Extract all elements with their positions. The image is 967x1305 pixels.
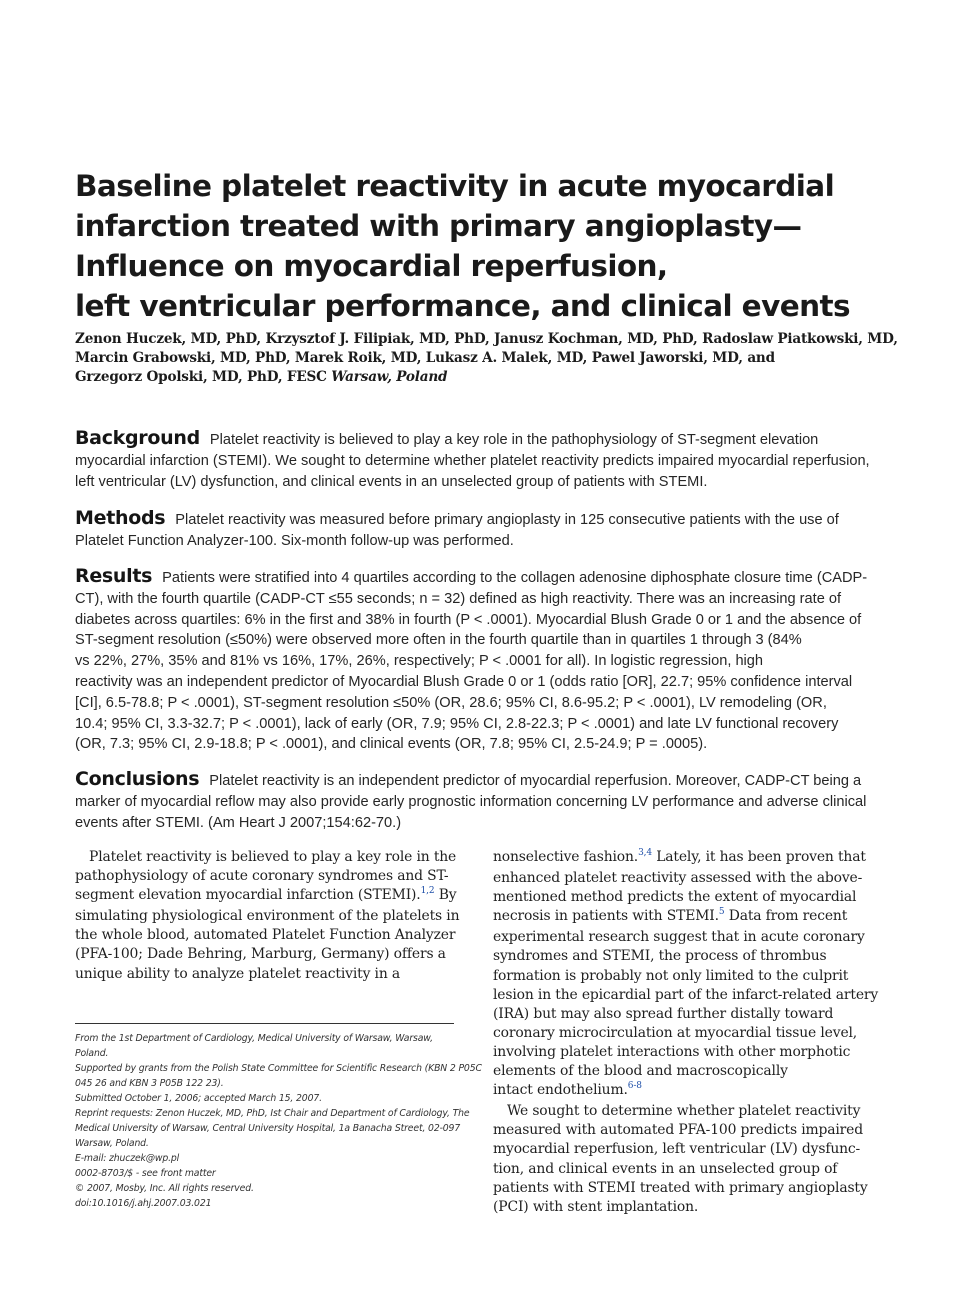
body-text: By [438, 887, 457, 904]
footnote-divider [75, 1023, 454, 1024]
body-line: coronary microcirculation at myocardial tissue level, [493, 1024, 858, 1041]
body-text: necrosis in patients with STEMI. [493, 908, 719, 925]
abstract-heading: Background [75, 427, 200, 449]
body-line: elements of the blood and macroscopically [493, 1063, 788, 1080]
body-line: pathophysiology of acute coronary syndromes and ST- [75, 868, 449, 885]
abstract-methods [75, 508, 875, 552]
abstract-line: events after STEMI. (Am Heart J 2007;154:62-70.) [75, 814, 402, 831]
body-line: unique ability to analyze platelet reactivity in a [75, 965, 401, 982]
abstract-line: 10.4; 95% CI, 3.3-32.7; P < .0001), lack of early (OR, 7.9; 95% CI, 2.8-22.3; P < .0001) and late LV functional recovery [75, 715, 839, 732]
abstract-text: Platelet reactivity is an independent predictor of myocardial reperfusion. Moreover, CADP-CT being a [209, 773, 862, 789]
body-line: the whole blood, automated Platelet Function Analyzer [75, 927, 456, 944]
body-line: simulating physiological environment of the platelets in [75, 908, 460, 925]
abstract-text: Platelet reactivity is believed to play a key role in the pathophysiology of ST-segment elevation [209, 432, 819, 448]
abstract-conclusions [75, 769, 875, 833]
abstract-line: diabetes across quartiles: 6% in the first and 38% in fourth (P < .0001). Myocardial Blush Grade 0 or 1 and the absence of [75, 611, 862, 628]
footnote-line: © 2007, Mosby, Inc. All rights reserved. [75, 1183, 254, 1194]
body-line [493, 1081, 883, 1102]
footnote-line: Medical University of Warsaw, Central University Hospital, 1a Banacha Street, 02-097 [75, 1123, 461, 1134]
body-text: Data from recent [728, 908, 848, 925]
abstract-line: vs 22%, 27%, 35% and 81% vs 16%, 17%, 26%, respectively; P < .0001 for all). In logistic regression, high [75, 653, 764, 670]
body-text: segment elevation myocardial infarction (STEMI). [75, 887, 421, 904]
footnotes [75, 1031, 482, 1211]
body-line: tion, and clinical events in an unselected group of [493, 1160, 838, 1177]
footnote-line: Poland. [75, 1048, 109, 1059]
body-line: (IRA) but may also spread further distally toward [493, 1005, 834, 1022]
body-column-right [493, 848, 883, 1217]
body-line: mentioned method predicts the extent of myocardial [493, 889, 857, 906]
body-line: experimental research suggest that in acute coronary [493, 929, 865, 946]
author-list [75, 330, 898, 387]
citation-link[interactable]: 6-8 [627, 1081, 642, 1092]
body-line: syndromes and STEMI, the process of thrombus [493, 948, 827, 965]
title-line: left ventricular performance, and clinical events [75, 289, 850, 323]
abstract-line: [CI], 6.5-78.8; P < .0001), ST-segment resolution ≤50% (OR, 28.6; 95% CI, 8.6-95.2; P < .0001), LV remodeling (OR, [75, 694, 827, 711]
body-line [493, 848, 883, 869]
body-text: nonselective fashion. [493, 849, 639, 865]
author-location: Warsaw, Poland [331, 369, 448, 385]
abstract-line: left ventricular (LV) dysfunction, and clinical events in an unselected group of patients with STEMI. [75, 473, 708, 490]
author-line [75, 368, 885, 387]
article-title [75, 166, 895, 326]
body-line: Platelet reactivity is believed to play a key role in the [89, 849, 457, 865]
body-column-left [75, 848, 465, 984]
abstract-text: Platelet reactivity was measured before primary angioplasty in 125 consecutive patients with the use of [175, 512, 839, 528]
body-line: (PFA-100; Dade Behring, Marburg, Germany) offers a [75, 946, 446, 963]
title-line: Influence on myocardial reperfusion, [75, 249, 668, 283]
citation-link[interactable]: 1,2 [420, 886, 435, 897]
abstract-line: myocardial infarction (STEMI). We sought to determine whether platelet reactivity predicts impaired myocardial reperfusion, [75, 452, 870, 469]
abstract-heading: Conclusions [75, 768, 200, 790]
body-line: (PCI) with stent implantation. [493, 1198, 699, 1215]
body-line: myocardial reperfusion, left ventricular (LV) dysfunc- [493, 1141, 861, 1158]
citation-link[interactable]: 3,4 [638, 848, 652, 858]
abstract-results [75, 566, 875, 755]
abstract-line: Platelet Function Analyzer-100. Six-month follow-up was performed. [75, 532, 514, 549]
abstract-line [75, 566, 875, 589]
body-line: measured with automated PFA-100 predicts impaired [493, 1122, 863, 1139]
author-line: Marcin Grabowski, MD, PhD, Marek Roik, MD, Lukasz A. Malek, MD, Pawel Jaworski, MD, and [75, 350, 775, 366]
abstract-line: ST-segment resolution (≤50%) were observed more often in the fourth quartile than in quartiles 1 through 3 (84% [75, 632, 802, 649]
body-line: lesion in the epicardial part of the infarct-related artery [493, 986, 879, 1003]
body-line: formation is probably not only limited to the culprit [493, 967, 849, 984]
footnote-line: Warsaw, Poland. [75, 1138, 149, 1149]
footnote-line: Supported by grants from the Polish State Committee for Scientific Research (KBN 2 P05C [75, 1063, 482, 1074]
abstract-heading: Methods [75, 507, 166, 529]
footnote-line: From the 1st Department of Cardiology, Medical University of Warsaw, Warsaw, [75, 1033, 433, 1044]
body-line: patients with STEMI treated with primary angioplasty [493, 1179, 868, 1196]
title-line: Baseline platelet reactivity in acute myocardial [75, 169, 835, 203]
author-names: Grzegorz Opolski, MD, PhD, FESC [75, 369, 327, 385]
abstract-line: marker of myocardial reflow may also provide early prognostic information concerning LV performance and adverse clinical [75, 793, 867, 810]
footnote-line: 045 26 and KBN 3 P05B 122 23). [75, 1078, 224, 1089]
abstract-line: reactivity was an independent predictor of Myocardial Blush Grade 0 or 1 (odds ratio [OR], 22.7; 95% confidence interval [75, 673, 853, 690]
citation-link[interactable]: 5 [718, 907, 725, 918]
body-line [493, 907, 883, 928]
body-line: involving platelet interactions with other morphotic [493, 1043, 851, 1060]
body-line: We sought to determine whether platelet reactivity [507, 1103, 861, 1120]
abstract-line [75, 428, 875, 451]
body-text: intact endothelium. [493, 1082, 628, 1099]
abstract-heading: Results [75, 565, 153, 587]
abstract-line: CT), with the fourth quartile (CADP-CT ≤55 seconds; n = 32) defined as high reactivity. There was an increasing rate of [75, 590, 842, 607]
abstract-line [75, 508, 875, 531]
footnote-line: Reprint requests: Zenon Huczek, MD, PhD, Ist Chair and Department of Cardiology, The [75, 1108, 470, 1119]
title-line: infarction treated with primary angioplasty— [75, 209, 802, 243]
footnote-line: 0002-8703/$ - see front matter [75, 1168, 216, 1179]
body-line [75, 886, 465, 907]
abstract-line [75, 769, 875, 792]
abstract-background [75, 428, 875, 492]
abstract-text: Patients were stratified into 4 quartiles according to the collagen adenosine diphosphate closure time (CADP- [162, 570, 868, 586]
abstract-line: (OR, 7.3; 95% CI, 2.9-18.8; P < .0001), and clinical events (OR, 7.8; 95% CI, 2.5-24.9; P = .0005). [75, 736, 708, 753]
footnote-line: Submitted October 1, 2006; accepted March 15, 2007. [75, 1093, 322, 1104]
body-text: Lately, it has been proven that [656, 849, 866, 865]
author-line: Zenon Huczek, MD, PhD, Krzysztof J. Filipiak, MD, PhD, Janusz Kochman, MD, PhD, Radoslaw Piatkowski, MD, [75, 331, 898, 347]
footnote-line: doi:10.1016/j.ahj.2007.03.021 [75, 1198, 212, 1209]
footnote-line: E-mail: zhuczek@wp.pl [75, 1153, 180, 1164]
body-line: enhanced platelet reactivity assessed with the above- [493, 870, 863, 887]
